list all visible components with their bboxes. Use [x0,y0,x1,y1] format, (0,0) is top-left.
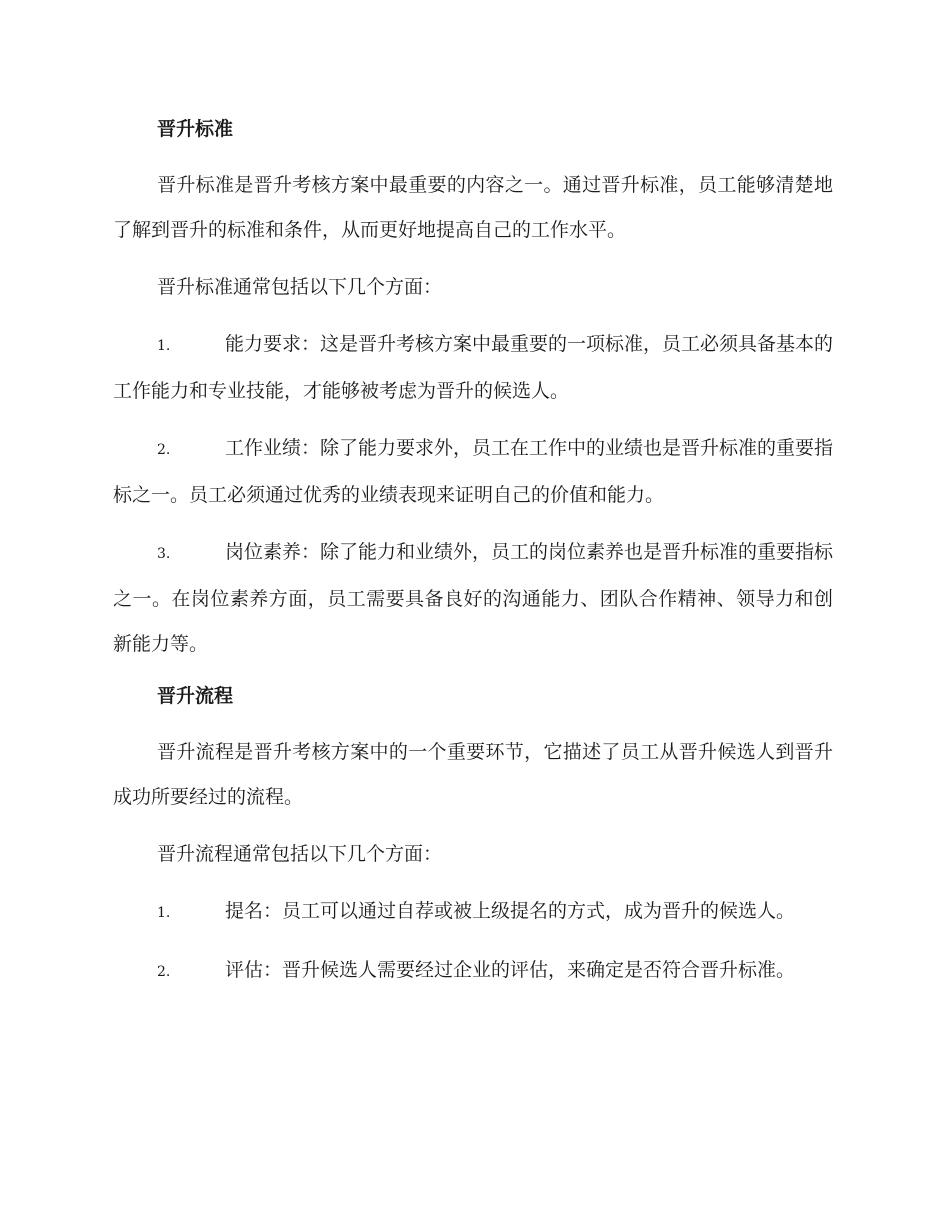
list-item-text: 工作业绩：除了能力要求外，员工在工作中的业绩也是晋升标准的重要指标之一。员工必须通过优秀的业绩表现来证明自己的价值和能力。 [113,437,834,506]
list-item-number: 1. [157,905,171,921]
list-item-text: 提名：员工可以通过自荐或被上级提名的方式，成为晋升的候选人。 [225,900,796,922]
section-lead-paragraph: 晋升标准通常包括以下几个方面： [157,276,443,298]
list-item [113,948,833,995]
document-body [113,112,833,1007]
list-item-text: 岗位素养：除了能力和业绩外，员工的岗位素养也是晋升标准的重要指标之一。在岗位素养方面，员工需要具备良好的沟通能力、团队合作精神、领导力和创新能力等。 [113,541,834,655]
list-item-number: 1. [157,338,171,354]
section-intro-paragraph: 晋升标准是晋升考核方案中最重要的内容之一。通过晋升标准，员工能够清楚地了解到晋升的标准和条件，从而更好地提高自己的工作水平。 [113,174,833,241]
list-item-text: 能力要求：这是晋升考核方案中最重要的一项标准，员工必须具备基本的工作能力和专业技能，才能够被考虑为晋升的候选人。 [113,333,834,402]
section-heading-promotion-criteria: 晋升标准 [157,118,234,140]
list-item [113,530,833,667]
list-item-text: 评估：晋升候选人需要经过企业的评估，来确定是否符合晋升标准。 [225,959,796,981]
list-item-number: 2. [157,442,171,458]
list-item-number: 3. [157,546,171,562]
list-item-number: 2. [157,964,171,980]
list-item [113,322,833,414]
section-intro-paragraph: 晋升流程是晋升考核方案中的一个重要环节，它描述了员工从晋升候选人到晋升成功所要经过的流程。 [113,741,833,808]
list-item [113,889,833,936]
list-item [113,426,833,518]
section-heading-promotion-process: 晋升流程 [157,685,234,707]
section-lead-paragraph: 晋升流程通常包括以下几个方面： [157,843,443,865]
